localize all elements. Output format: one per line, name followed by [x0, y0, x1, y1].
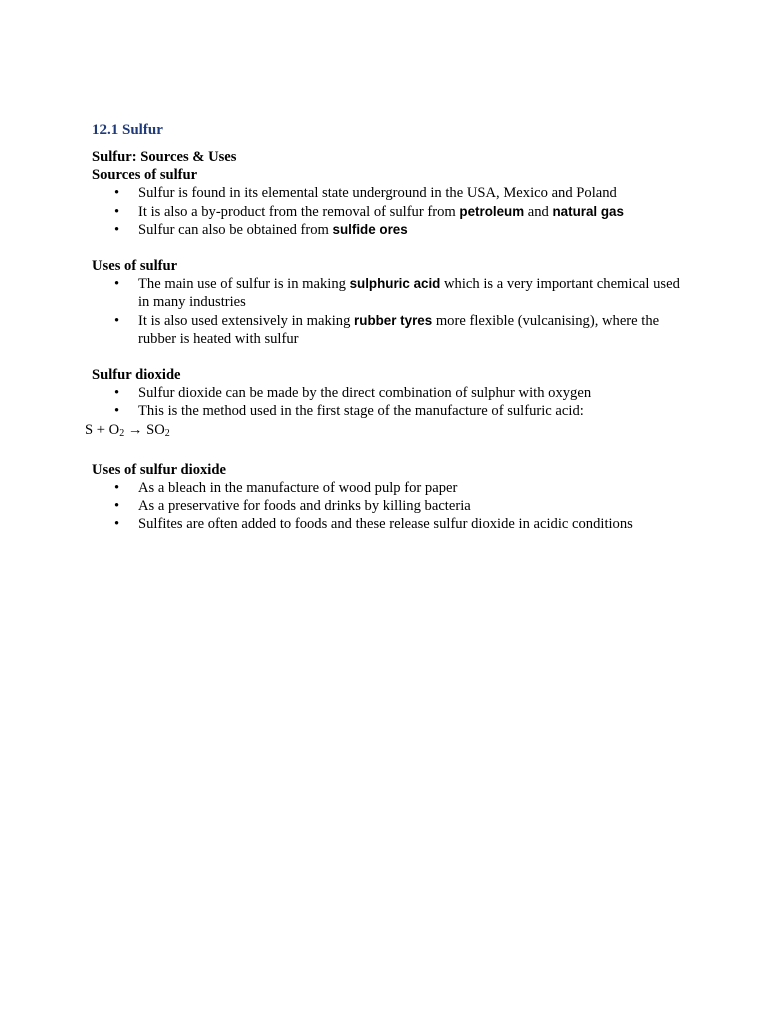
- document-content: [85, 121, 692, 534]
- bold-term: rubber tyres: [354, 312, 433, 328]
- list-item: [92, 497, 692, 515]
- dioxide-heading: Sulfur dioxide: [92, 367, 181, 384]
- list-item-text: more flexible (vulcanising), where the rubber is heated with sulfur: [138, 312, 660, 347]
- list-item-text: As a bleach in the manufacture of wood pulp for paper: [138, 480, 458, 497]
- list-item-text: It is also a by-product from the removal of sulfur from: [138, 203, 460, 220]
- list-item-text: Sulfur is found in its elemental state underground in the USA, Mexico and Poland: [138, 185, 617, 202]
- list-item: [92, 312, 692, 348]
- bullet-icon: •: [114, 203, 120, 220]
- bullet-icon: •: [114, 185, 120, 202]
- list-item: [92, 384, 692, 402]
- list-item-text: The main use of sulfur is in making: [138, 276, 350, 293]
- main-heading: Sulfur: Sources & Uses: [92, 149, 237, 165]
- equation-part: → SO: [124, 421, 165, 438]
- bullet-icon: •: [114, 403, 120, 420]
- uses-heading: Uses of sulfur: [92, 258, 178, 275]
- dioxide-list: [92, 384, 692, 420]
- list-item: [92, 221, 692, 239]
- list-item-text: As a preservative for foods and drinks by killing bacteria: [138, 498, 471, 515]
- bullet-icon: •: [114, 385, 120, 402]
- bullet-icon: •: [114, 221, 120, 238]
- equation-subscript: 2: [164, 427, 170, 439]
- bold-term: petroleum: [459, 203, 525, 219]
- list-item-text: It is also used extensively in making: [138, 312, 355, 329]
- bullet-icon: •: [114, 498, 120, 515]
- list-item: [92, 515, 692, 533]
- uses-list: [92, 275, 692, 348]
- sources-list: [92, 184, 692, 239]
- bold-term: sulfide ores: [332, 221, 408, 237]
- list-item: [92, 479, 692, 497]
- dioxide-uses-heading: Uses of sulfur dioxide: [92, 461, 226, 478]
- bullet-icon: •: [114, 312, 120, 329]
- list-item: [92, 203, 692, 221]
- list-item: [92, 275, 692, 311]
- list-item-text: Sulfur can also be obtained from: [138, 221, 333, 238]
- equation-subscript: 2: [119, 427, 125, 439]
- list-item: [92, 184, 692, 202]
- list-item-text: Sulfites are often added to foods and these release sulfur dioxide in acidic conditions: [138, 516, 633, 533]
- list-item-text: This is the method used in the first stage of the manufacture of sulfuric acid:: [138, 403, 584, 420]
- bold-term: natural gas: [552, 203, 624, 219]
- list-item: [92, 402, 692, 420]
- list-item-text: Sulfur dioxide can be made by the direct combination of sulphur with oxygen: [138, 385, 592, 402]
- dioxide-uses-list: [92, 479, 692, 534]
- list-item-text: which is a very important chemical used in many industries: [138, 276, 680, 311]
- section-title: 12.1 Sulfur: [92, 122, 163, 138]
- list-item-text: and: [524, 203, 553, 220]
- bullet-icon: •: [114, 276, 120, 293]
- chemical-equation: [85, 421, 692, 443]
- bullet-icon: •: [114, 480, 120, 497]
- equation-part: S + O: [85, 421, 120, 438]
- bullet-icon: •: [114, 516, 120, 533]
- bold-term: sulphuric acid: [349, 276, 441, 292]
- sources-heading: Sources of sulfur: [92, 167, 198, 184]
